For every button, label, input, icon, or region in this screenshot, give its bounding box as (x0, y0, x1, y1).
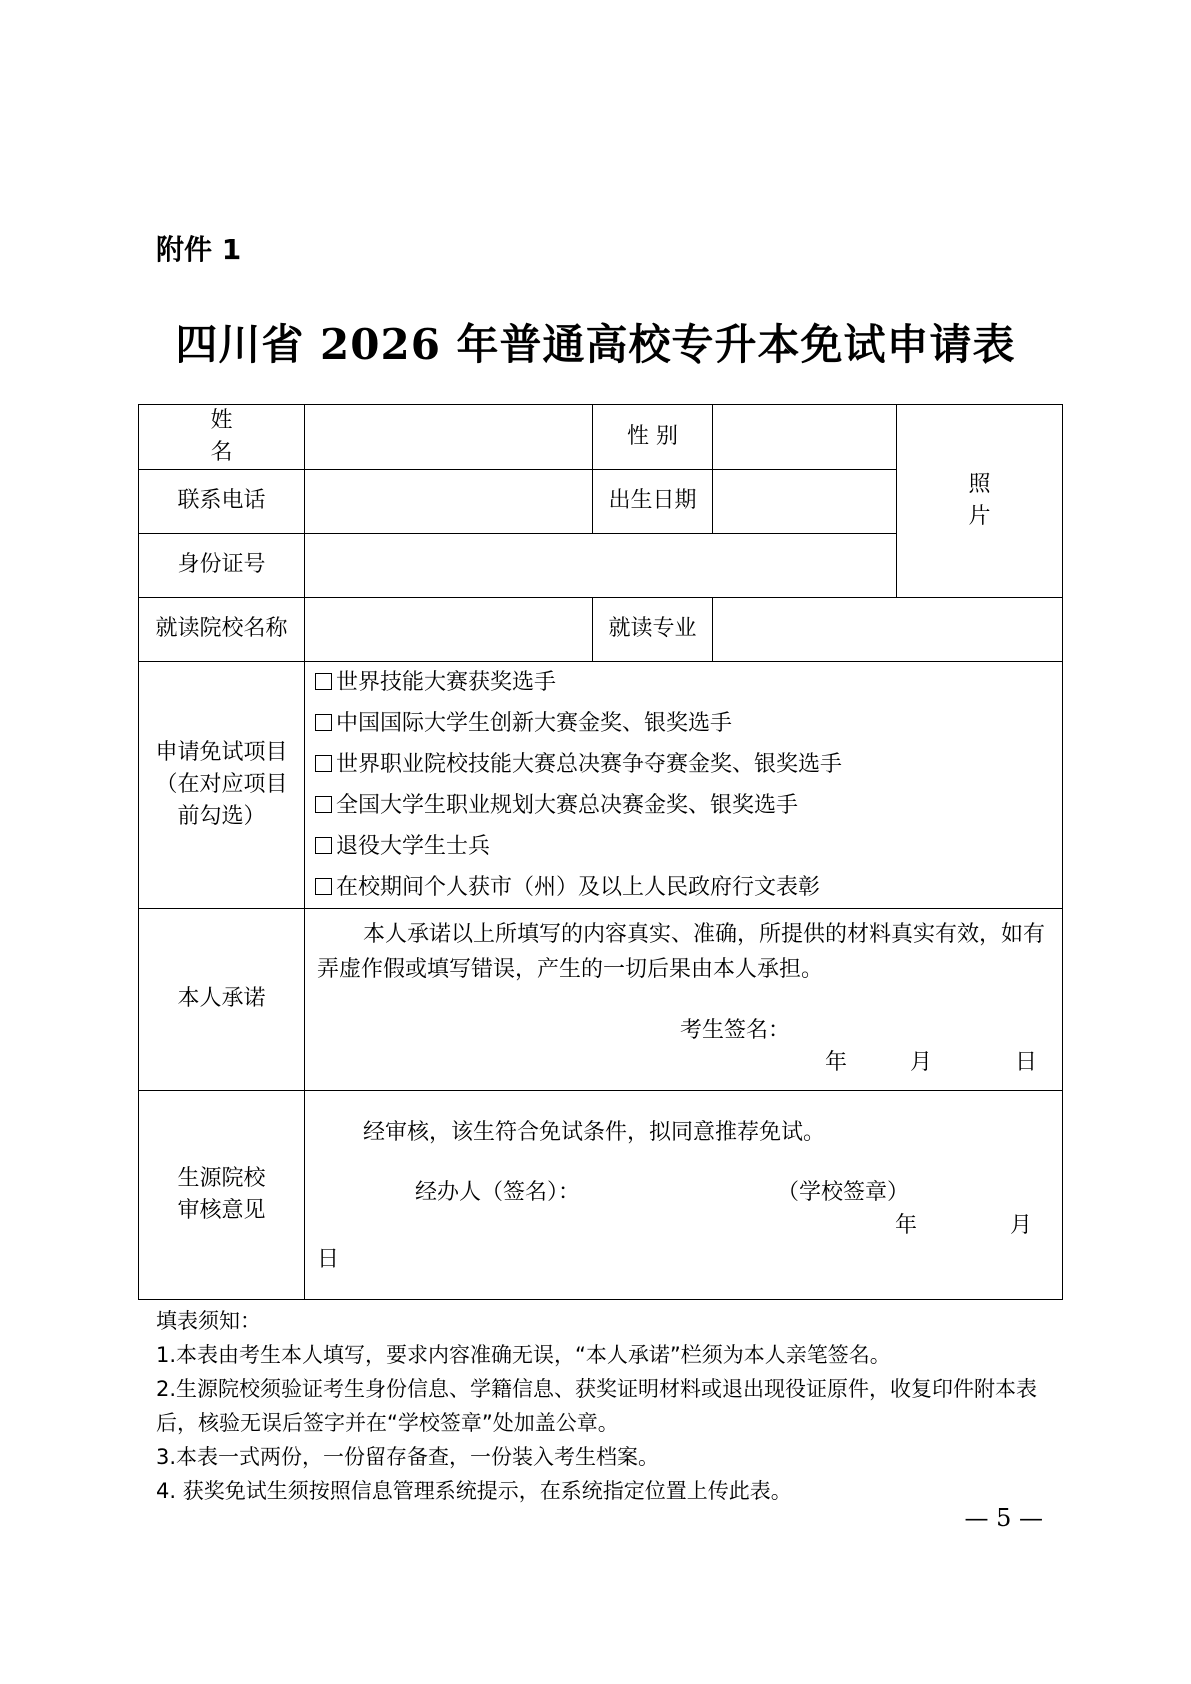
exemption-option-commendation[interactable]: 在校期间个人获市（州）及以上人民政府行文表彰 (305, 867, 1062, 908)
birthdate-label: 出生日期 (593, 469, 713, 533)
phone-label: 联系电话 (139, 469, 305, 533)
exemption-option-vocational-skills[interactable]: 世界职业院校技能大赛总决赛争夺赛金奖、银奖选手 (305, 744, 1062, 785)
checkbox-icon[interactable] (315, 837, 332, 854)
school-field[interactable] (305, 597, 593, 661)
date-day: 日 (1015, 1049, 1038, 1075)
exemption-label-line-3: 前勾选） (177, 803, 266, 829)
exemption-label (139, 661, 305, 908)
photo-box[interactable] (897, 405, 1063, 598)
major-label: 就读专业 (593, 597, 713, 661)
date-month: 月 (910, 1049, 933, 1075)
checkbox-icon[interactable] (315, 755, 332, 772)
checkbox-icon[interactable] (315, 796, 332, 813)
instruction-item: 2.生源院校须验证考生身份信息、学籍信息、获奖证明材料或退出现役证原件，收复印件附本表后，核验无误后签字并在“学校签章”处加盖公章。 (156, 1377, 1038, 1435)
school-review-label (139, 1090, 305, 1299)
gender-label: 性 别 (593, 405, 713, 470)
attachment-label: 附件 1 (156, 233, 242, 266)
instruction-item: 1.本表由考生本人填写，要求内容准确无误，“本人承诺”栏须为本人亲笔签名。 (156, 1343, 891, 1367)
checkbox-icon[interactable] (315, 878, 332, 895)
instructions-heading: 填表须知： (156, 1309, 261, 1333)
instruction-item: 3.本表一式两份，一份留存备查，一份装入考生档案。 (156, 1445, 660, 1469)
school-review-label-1: 生源院校 (177, 1165, 266, 1191)
review-text: 经审核，该生符合免试条件，拟同意推荐免试。 (363, 1119, 826, 1145)
id-number-field[interactable] (305, 533, 897, 597)
gender-field[interactable] (713, 405, 897, 470)
date-year: 年 (825, 1049, 848, 1075)
review-signature-row (305, 1149, 1062, 1209)
application-form-table (138, 404, 1063, 1300)
exemption-options (305, 661, 1063, 908)
candidate-signature-label[interactable]: 考生签名： (679, 1017, 790, 1043)
commitment-date[interactable] (305, 1047, 1062, 1079)
review-date-day: 日 (317, 1246, 340, 1272)
major-field[interactable] (713, 597, 1063, 661)
exemption-option-world-skills[interactable]: 世界技能大赛获奖选手 (305, 662, 1062, 703)
photo-label-1: 照 (968, 472, 991, 497)
school-label: 就读院校名称 (139, 597, 305, 661)
exemption-label-line-2: （在对应项目 (155, 771, 288, 797)
handler-signature-label[interactable]: 经办人（签名）： (415, 1179, 581, 1205)
commitment-cell (305, 908, 1063, 1090)
exemption-option-veteran[interactable]: 退役大学生士兵 (305, 826, 1062, 867)
name-label: 姓名 (139, 405, 305, 470)
phone-field[interactable] (305, 469, 593, 533)
id-number-label: 身份证号 (139, 533, 305, 597)
review-date-year: 年 (895, 1212, 918, 1238)
page-number: — 5 — (964, 1504, 1043, 1532)
checkbox-icon[interactable] (315, 714, 332, 731)
commitment-label: 本人承诺 (139, 908, 305, 1090)
school-stamp-label[interactable]: （学校签章） (777, 1179, 910, 1205)
review-date-month: 月 (1010, 1212, 1033, 1238)
school-review-label-2: 审核意见 (177, 1197, 266, 1223)
form-title: 四川省 2026 年普通高校专升本免试申请表 (175, 320, 1016, 369)
exemption-label-line-1: 申请免试项目 (155, 739, 288, 765)
name-field[interactable] (305, 405, 593, 470)
instruction-item: 4. 获奖免试生须按照信息管理系统提示，在系统指定位置上传此表。 (156, 1479, 792, 1503)
filling-instructions (156, 1304, 1056, 1508)
school-review-cell (305, 1090, 1063, 1299)
birthdate-field[interactable] (713, 469, 897, 533)
commitment-text: 本人承诺以上所填写的内容真实、准确，所提供的材料真实有效，如有弄虚作假或填写错误，产生的一切后果由本人承担。 (317, 921, 1046, 982)
checkbox-icon[interactable] (315, 673, 332, 690)
exemption-option-innovation[interactable]: 中国国际大学生创新大赛金奖、银奖选手 (305, 703, 1062, 744)
review-date[interactable] (305, 1209, 1062, 1243)
exemption-option-career-planning[interactable]: 全国大学生职业规划大赛总决赛金奖、银奖选手 (305, 785, 1062, 826)
photo-label-2: 片 (968, 503, 991, 529)
